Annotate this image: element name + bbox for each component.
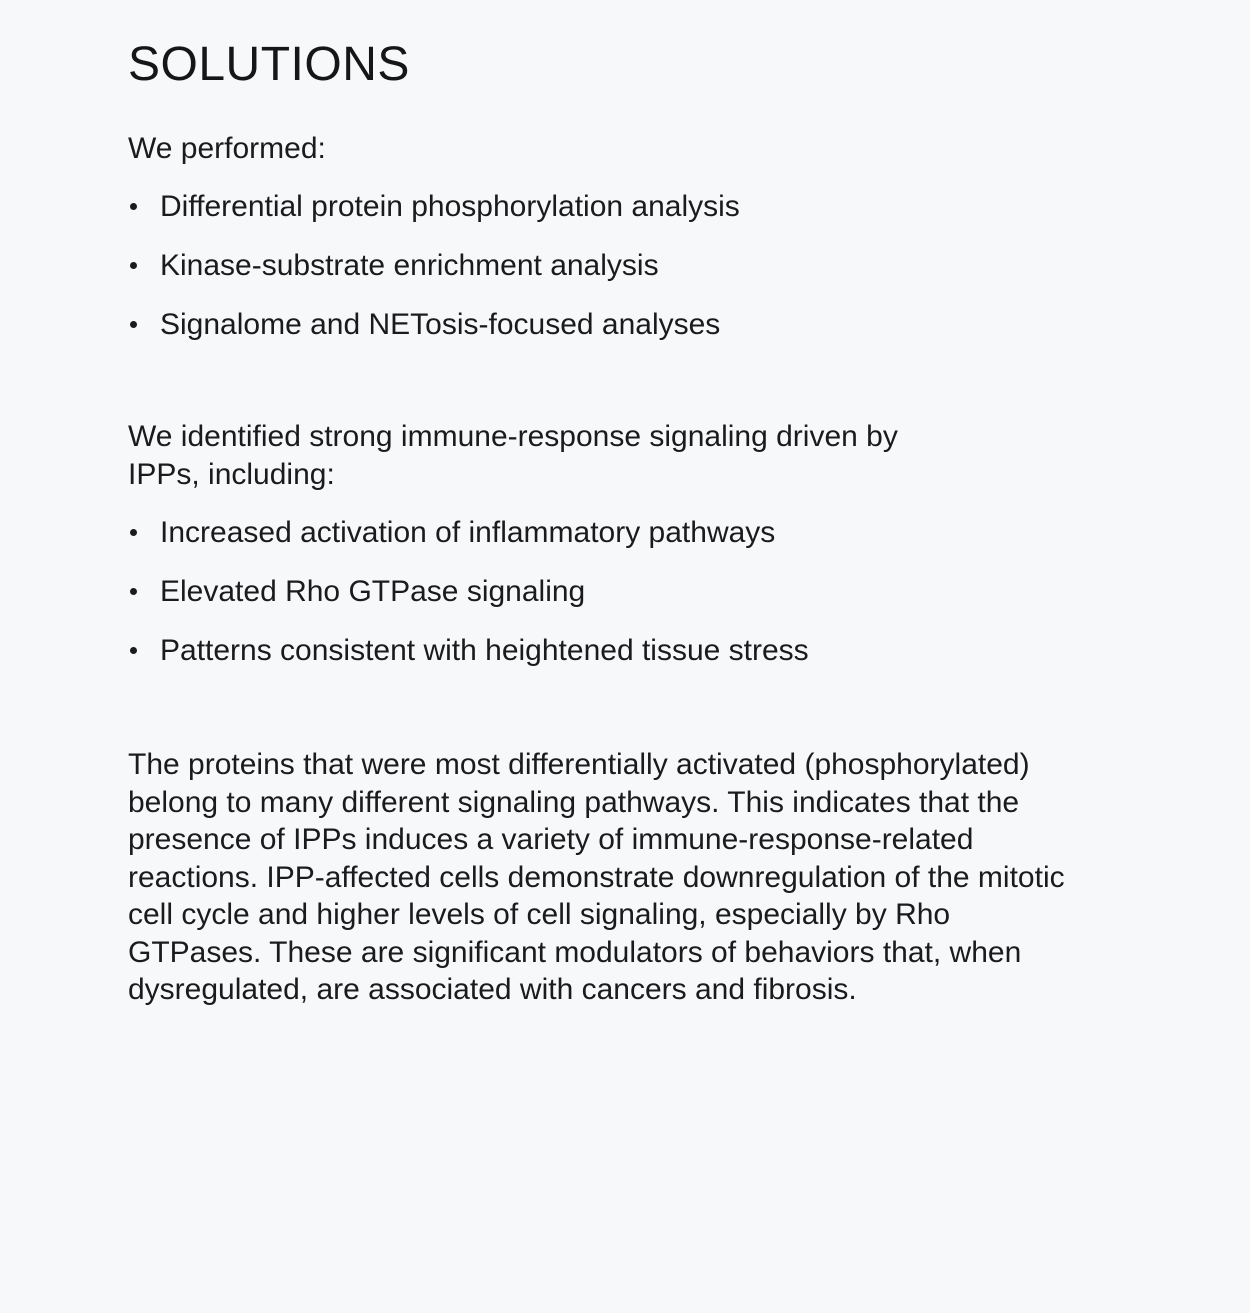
bullet-dot-icon (130, 321, 137, 328)
performed-section (128, 130, 1150, 345)
list-item (128, 631, 1150, 670)
bullet-text: Kinase-substrate enrichment analysis (160, 249, 659, 283)
bullet-text: Elevated Rho GTPase signaling (160, 575, 586, 609)
bullet-dot-icon (130, 647, 137, 654)
list-item (128, 572, 1150, 611)
bullet-text: Differential protein phosphorylation analysis (160, 190, 740, 224)
list-item (128, 187, 1150, 226)
bullet-dot-icon (130, 529, 137, 536)
identified-bullet-list (128, 513, 1150, 670)
performed-intro: We performed: (128, 131, 326, 165)
bullet-dot-icon (130, 588, 137, 595)
identified-intro: We identified strong immune-response signaling driven by IPPs, including: (128, 420, 898, 491)
identified-section (128, 418, 1150, 670)
list-item (128, 513, 1150, 552)
list-item (128, 305, 1150, 344)
summary-paragraph: The proteins that were most differentially activated (phosphorylated) belong to many different signaling pathways. This indicates that the presence of IPPs induces a variety of immune-response-related reactions. IPP-affected cells demonstrate downregulation of the mitotic cell cycle and higher levels of cell signaling, especially by Rho GTPases. These are significant modulators of behaviors that, when dysregulated, are associated with cancers and fibrosis. (128, 748, 1065, 1007)
bullet-dot-icon (130, 262, 137, 269)
bullet-dot-icon (130, 203, 137, 210)
page-title: SOLUTIONS (128, 38, 410, 91)
bullet-text: Increased activation of inflammatory pathways (160, 516, 776, 550)
list-item (128, 246, 1150, 285)
bullet-text: Signalome and NETosis-focused analyses (160, 308, 721, 342)
bullet-text: Patterns consistent with heightened tissue stress (160, 634, 809, 668)
performed-bullet-list (128, 187, 1150, 344)
